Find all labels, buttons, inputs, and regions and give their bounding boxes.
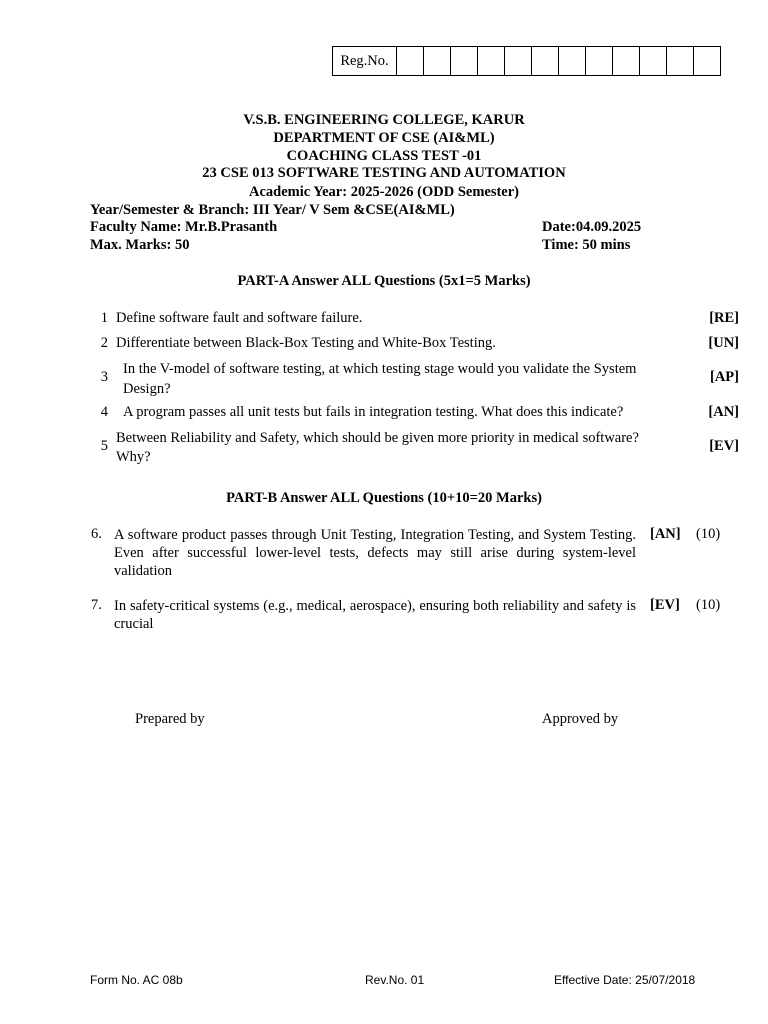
year-sem-branch: Year/Semester & Branch: III Year/ V Sem &CSE(AI&ML) [90,202,455,218]
question-number: 5 [100,438,108,454]
form-number: Form No. AC 08b [90,973,183,987]
faculty-name: Faculty Name: Mr.B.Prasanth [90,219,278,235]
reg-no-cell [424,47,451,75]
question-level-tag: [EV] [650,597,680,613]
reg-no-cell [532,47,559,75]
academic-year: Academic Year: 2025-2026 (ODD Semester) [248,184,520,200]
reg-no-cell [478,47,505,75]
reg-no-cell [667,47,694,75]
question-level-tag: [UN] [708,335,739,351]
course-title: 23 CSE 013 SOFTWARE TESTING AND AUTOMATION [202,165,566,181]
department-name: DEPARTMENT OF CSE (AI&ML) [273,130,495,146]
question-level-tag: [AN] [708,404,739,420]
reg-no-cell [586,47,613,75]
question-text: In safety-critical systems (e.g., medical, aerospace), ensuring both reliability and safety is crucial [114,598,636,632]
reg-no-cell [397,47,424,75]
reg-no-box [332,46,721,76]
question-text: In the V-model of software testing, at which testing stage would you validate the System Design? [123,361,637,397]
prepared-by-label: Prepared by [135,711,205,727]
reg-no-label: Reg.No. [333,47,397,75]
question-marks: (10) [696,597,721,613]
question-level-tag: [AP] [710,369,739,385]
part-a-title: PART-A Answer ALL Questions (5x1=5 Marks) [237,273,531,289]
exam-date: Date:04.09.2025 [542,219,642,235]
college-name: V.S.B. ENGINEERING COLLEGE, KARUR [243,112,525,128]
question-marks: (10) [696,526,721,542]
max-marks: Max. Marks: 50 [90,237,190,253]
question-number: 1 [100,310,108,326]
question-number: 3 [100,369,108,385]
question-level-tag: [EV] [709,438,739,454]
question-number: 2 [100,335,108,351]
revision-number: Rev.No. 01 [365,973,425,987]
question-text: Differentiate between Black-Box Testing and White-Box Testing. [116,335,496,351]
approved-by-label: Approved by [542,711,619,727]
exam-time: Time: 50 mins [542,237,631,253]
reg-no-cell [451,47,478,75]
question-text: A program passes all unit tests but fails in integration testing. What does this indicate? [123,404,624,420]
reg-no-cell [640,47,667,75]
reg-no-cell [694,47,720,75]
reg-no-cell [505,47,532,75]
question-text: Between Reliability and Safety, which should be given more priority in medical software? Why? [116,430,639,465]
question-text: Define software fault and software failure. [116,310,363,326]
question-level-tag: [AN] [650,526,681,542]
question-number: 7. [91,597,102,613]
part-b-title: PART-B Answer ALL Questions (10+10=20 Marks) [226,490,542,506]
question-number: 6. [91,526,102,542]
reg-no-cell [559,47,586,75]
reg-no-cell [613,47,640,75]
test-title: COACHING CLASS TEST -01 [286,148,482,164]
effective-date: Effective Date: 25/07/2018 [554,973,696,987]
question-level-tag: [RE] [709,310,739,326]
question-text: A software product passes through Unit Testing, Integration Testing, and System Testing. Even after successful lower-level tests, defects may still arise during system-level validation [114,527,636,579]
question-number: 4 [100,404,108,420]
